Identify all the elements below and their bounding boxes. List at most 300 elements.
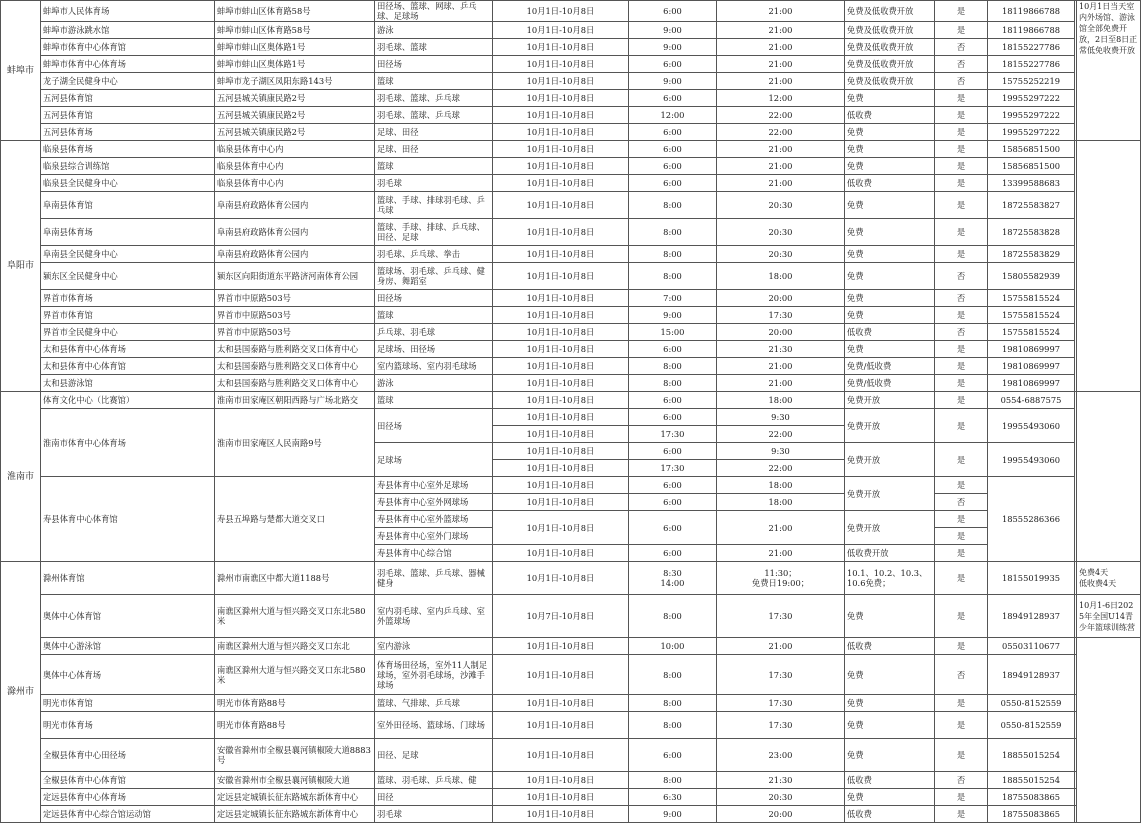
contact-phone: 18755083865 — [988, 789, 1075, 806]
contact-phone: 05503110677 — [988, 638, 1075, 655]
booking-required: 是 — [935, 443, 988, 477]
open-time: 6:00 — [629, 511, 717, 545]
fee-policy: 免费及低收费开放 — [845, 39, 935, 56]
open-time: 9:00 — [629, 806, 717, 823]
spacer-cell — [1075, 806, 1077, 823]
open-time: 8:00 — [629, 655, 717, 695]
open-time: 6:00 — [629, 56, 717, 73]
open-time: 6:00 — [629, 158, 717, 175]
open-time: 8:00 — [629, 772, 717, 789]
open-time: 6:00 — [629, 739, 717, 772]
open-time: 6:00 — [629, 392, 717, 409]
venue-name: 滁州体育馆 — [41, 562, 215, 595]
venue-name: 界首市体育馆 — [41, 307, 215, 324]
close-time: 21:00 — [717, 22, 845, 39]
contact-phone: 15856851500 — [988, 158, 1075, 175]
contact-phone: 15856851500 — [988, 141, 1075, 158]
contact-phone: 18119866788 — [988, 1, 1075, 22]
booking-required: 否 — [935, 56, 988, 73]
venue-items: 田径、足球 — [375, 739, 493, 772]
region-cell: 滁州市 — [1, 562, 41, 823]
open-time: 6:00 — [629, 409, 717, 426]
fee-policy: 免费及低收费开放 — [845, 1, 935, 22]
close-time: 17:30 — [717, 655, 845, 695]
venue-name: 阜南县体育场 — [41, 219, 215, 246]
booking-required: 是 — [935, 141, 988, 158]
venue-address: 阜南县府政路体育公园内 — [215, 219, 375, 246]
open-dates: 10月1日-10月8日 — [493, 290, 629, 307]
booking-required: 是 — [935, 175, 988, 192]
venue-items: 寿县体育中心综合馆 — [375, 545, 493, 562]
close-time: 17:30 — [717, 307, 845, 324]
open-dates: 10月1日-10月8日 — [493, 56, 629, 73]
booking-required: 是 — [935, 22, 988, 39]
open-dates: 10月1日-10月8日 — [493, 460, 629, 477]
fee-policy: 免费 — [845, 695, 935, 712]
open-time: 6:00 — [629, 175, 717, 192]
open-time: 9:00 — [629, 307, 717, 324]
open-dates: 10月1日-10月8日 — [493, 545, 629, 562]
venue-name: 太和县体育中心体育馆 — [41, 358, 215, 375]
venue-items: 田径场 — [375, 290, 493, 307]
venue-items: 田径场 — [375, 56, 493, 73]
booking-required: 是 — [935, 219, 988, 246]
contact-phone: 18725583829 — [988, 246, 1075, 263]
venue-name: 定远县体育中心体育场 — [41, 789, 215, 806]
open-dates: 10月1日-10月8日 — [493, 695, 629, 712]
close-time: 22:00 — [717, 124, 845, 141]
fee-policy: 免费 — [845, 141, 935, 158]
open-dates: 10月1日-10月8日 — [493, 806, 629, 823]
venue-items: 羽毛球 — [375, 806, 493, 823]
venue-items: 足球场 — [375, 443, 493, 477]
venue-items: 羽毛球、篮球、乒乓球 — [375, 107, 493, 124]
open-time: 6:00 — [629, 1, 717, 22]
open-dates: 10月1日-10月8日 — [493, 443, 629, 460]
contact-phone: 19955297222 — [988, 107, 1075, 124]
venue-items: 羽毛球 — [375, 175, 493, 192]
open-time: 6:00 — [629, 90, 717, 107]
venue-items: 室外田径场、篮球场、门球场 — [375, 712, 493, 739]
open-time: 8:00 — [629, 358, 717, 375]
close-time: 21:00 — [717, 73, 845, 90]
contact-phone: 18155227786 — [988, 39, 1075, 56]
venue-items: 篮球、气排球、乒乓球 — [375, 695, 493, 712]
close-time: 21:00 — [717, 638, 845, 655]
fee-policy: 免费 — [845, 158, 935, 175]
venue-name: 太和县体育中心体育场 — [41, 341, 215, 358]
close-time: 21:00 — [717, 39, 845, 56]
open-dates: 10月1日-10月8日 — [493, 158, 629, 175]
venue-items: 篮球、手球、排球羽毛球、乒乓球 — [375, 192, 493, 219]
fee-policy: 低收费 — [845, 324, 935, 341]
venue-items: 田径场、篮球、网球、乒乓球、足球场 — [375, 1, 493, 22]
venue-items: 篮球、羽毛球、乒乓球、健 — [375, 772, 493, 789]
venue-items: 体育场田径场，室外11人制足球场，室外羽毛球场，沙滩手球场 — [375, 655, 493, 695]
venue-name: 五河县体育馆 — [41, 107, 215, 124]
booking-required: 是 — [935, 712, 988, 739]
venue-items: 乒乓球、羽毛球 — [375, 324, 493, 341]
venue-name: 颍东区全民健身中心 — [41, 263, 215, 290]
booking-required: 是 — [935, 595, 988, 638]
venue-items: 篮球 — [375, 158, 493, 175]
venue-items: 羽毛球、篮球 — [375, 39, 493, 56]
close-time: 21:00 — [717, 545, 845, 562]
contact-phone: 19955493060 — [988, 443, 1075, 477]
venue-address: 界首市中原路503号 — [215, 290, 375, 307]
fee-policy: 低收费 — [845, 175, 935, 192]
fee-policy: 免费开放 — [845, 511, 935, 545]
booking-required: 是 — [935, 307, 988, 324]
open-dates: 10月1日-10月8日 — [493, 219, 629, 246]
close-time: 20:30 — [717, 219, 845, 246]
venue-address: 蚌埠市龙子湖区凤阳东路143号 — [215, 73, 375, 90]
open-time: 8:00 — [629, 192, 717, 219]
venue-address: 临泉县体育中心内 — [215, 141, 375, 158]
venue-name: 奥体中心体育场 — [41, 655, 215, 695]
venue-items: 足球场、田径场 — [375, 341, 493, 358]
booking-required: 是 — [935, 358, 988, 375]
spacer-cell — [1075, 789, 1077, 806]
venue-name: 体育文化中心（比赛馆） — [41, 392, 215, 409]
venue-name: 蚌埠市人民体育场 — [41, 1, 215, 22]
venue-items: 田径场 — [375, 409, 493, 443]
booking-required: 是 — [935, 638, 988, 655]
close-time: 20:00 — [717, 290, 845, 307]
contact-phone: 19810869997 — [988, 358, 1075, 375]
booking-required: 否 — [935, 772, 988, 789]
open-time: 9:00 — [629, 39, 717, 56]
close-time: 18:00 — [717, 263, 845, 290]
open-time: 10:00 — [629, 638, 717, 655]
venue-address: 南谯区滁州大道与恒兴路交叉口东北 — [215, 638, 375, 655]
contact-phone: 19955493060 — [988, 409, 1075, 443]
venue-address: 淮南市田家庵区朝阳西路与广场北路交 — [215, 392, 375, 409]
open-dates: 10月1日-10月8日 — [493, 358, 629, 375]
booking-required: 是 — [935, 1, 988, 22]
close-time: 18:00 — [717, 494, 845, 511]
open-dates: 10月1日-10月8日 — [493, 39, 629, 56]
open-dates: 10月1日-10月8日 — [493, 192, 629, 219]
open-dates: 10月1日-10月8日 — [493, 426, 629, 443]
open-dates: 10月1日-10月8日 — [493, 341, 629, 358]
fee-policy: 低收费 — [845, 806, 935, 823]
open-time: 8:00 — [629, 219, 717, 246]
fee-policy: 免费 — [845, 712, 935, 739]
venue-address: 太和县国泰路与胜利路交叉口体育中心 — [215, 358, 375, 375]
close-time: 21:00 — [717, 141, 845, 158]
venue-name: 奥体中心游泳馆 — [41, 638, 215, 655]
fee-policy: 免费/低收费 — [845, 358, 935, 375]
venue-address: 蚌埠市蚌山区奥体路1号 — [215, 39, 375, 56]
spacer-cell — [1075, 772, 1077, 789]
venue-address: 阜南县府政路体育公园内 — [215, 192, 375, 219]
open-dates: 10月1日-10月8日 — [493, 494, 629, 511]
venue-name: 明光市体育馆 — [41, 695, 215, 712]
booking-required: 是 — [935, 392, 988, 409]
close-time: 21:00 — [717, 158, 845, 175]
note-cell: 10月1-6日2025年全国U14青少年篮球训练营 — [1077, 595, 1141, 638]
open-time: 6:00 — [629, 443, 717, 460]
booking-required: 是 — [935, 562, 988, 595]
contact-phone: 15755815524 — [988, 324, 1075, 341]
fee-policy: 低收费 — [845, 107, 935, 124]
close-time: 21:00 — [717, 1, 845, 22]
fee-policy: 免费 — [845, 124, 935, 141]
booking-required: 否 — [935, 39, 988, 56]
open-time: 8:00 — [629, 375, 717, 392]
venue-name: 寿县体育中心体育馆 — [41, 477, 215, 562]
venue-address: 五河县城关镇康民路2号 — [215, 107, 375, 124]
venue-address: 蚌埠市蚌山区体育路58号 — [215, 22, 375, 39]
venue-address: 界首市中原路503号 — [215, 324, 375, 341]
venue-address: 临泉县体育中心内 — [215, 158, 375, 175]
booking-required: 否 — [935, 73, 988, 90]
booking-required: 否 — [935, 263, 988, 290]
open-dates: 10月1日-10月8日 — [493, 107, 629, 124]
venue-items: 寿县体育中心室外篮球场 — [375, 511, 493, 528]
fee-policy: 免费 — [845, 246, 935, 263]
booking-required: 是 — [935, 375, 988, 392]
open-dates: 10月1日-10月8日 — [493, 638, 629, 655]
open-dates: 10月1日-10月8日 — [493, 90, 629, 107]
booking-required: 是 — [935, 806, 988, 823]
venue-name: 全椒县体育中心田径场 — [41, 739, 215, 772]
open-time: 8:30 14:00 — [629, 562, 717, 595]
close-time: 21:30 — [717, 772, 845, 789]
venue-items: 室内羽毛球、室内乒乓球、室外篮球场 — [375, 595, 493, 638]
fee-policy: 10.1、10.2、10.3、10.6免费； — [845, 562, 935, 595]
open-time: 15:00 — [629, 324, 717, 341]
contact-phone: 19810869997 — [988, 341, 1075, 358]
close-time: 20:30 — [717, 192, 845, 219]
booking-required: 否 — [935, 655, 988, 695]
venue-items: 羽毛球、乒乓球、拳击 — [375, 246, 493, 263]
fee-policy: 免费 — [845, 219, 935, 246]
venue-items: 寿县体育中心室外门球场 — [375, 528, 493, 545]
venue-address: 界首市中原路503号 — [215, 307, 375, 324]
venue-address: 安徽省滁州市全椒县襄河镇椒陵大道8883号 — [215, 739, 375, 772]
venue-address: 淮南市田家庵区人民南路9号 — [215, 409, 375, 477]
close-time: 20:00 — [717, 806, 845, 823]
booking-required: 是 — [935, 192, 988, 219]
close-time: 21:00 — [717, 375, 845, 392]
fee-policy: 免费开放 — [845, 392, 935, 409]
booking-required: 否 — [935, 290, 988, 307]
fee-policy: 免费及低收费开放 — [845, 73, 935, 90]
contact-phone: 18855015254 — [988, 772, 1075, 789]
open-dates: 10月1日-10月8日 — [493, 22, 629, 39]
venue-items: 篮球 — [375, 73, 493, 90]
contact-phone: 0554-6887575 — [988, 392, 1075, 409]
open-dates: 10月1日-10月8日 — [493, 307, 629, 324]
contact-phone: 18155019935 — [988, 562, 1075, 595]
open-time: 6:30 — [629, 789, 717, 806]
venue-items: 室内游泳 — [375, 638, 493, 655]
fee-policy: 低收费 — [845, 638, 935, 655]
venue-address: 安徽省滁州市全椒县襄河镇椒陵大道 — [215, 772, 375, 789]
booking-required: 是 — [935, 511, 988, 528]
venue-address: 南谯区滁州大道与恒兴路交叉口东北580米 — [215, 595, 375, 638]
open-dates: 10月1日-10月8日 — [493, 562, 629, 595]
fee-policy: 免费 — [845, 655, 935, 695]
close-time: 23:00 — [717, 739, 845, 772]
open-time: 9:00 — [629, 22, 717, 39]
booking-required: 是 — [935, 341, 988, 358]
open-dates: 10月1日-10月8日 — [493, 124, 629, 141]
booking-required: 是 — [935, 545, 988, 562]
venue-name: 奥体中心体育馆 — [41, 595, 215, 638]
venue-name: 蚌埠市体育中心体育场 — [41, 56, 215, 73]
booking-required: 是 — [935, 158, 988, 175]
open-dates: 10月1日-10月8日 — [493, 739, 629, 772]
open-dates: 10月1日-10月8日 — [493, 73, 629, 90]
contact-phone: 19810869997 — [988, 375, 1075, 392]
venue-items: 羽毛球、篮球、乒乓球 — [375, 90, 493, 107]
venue-address: 临泉县体育中心内 — [215, 175, 375, 192]
fee-policy: 免费开放 — [845, 477, 935, 511]
contact-phone: 18725583828 — [988, 219, 1075, 246]
open-time: 6:00 — [629, 545, 717, 562]
venue-name: 五河县体育场 — [41, 124, 215, 141]
fee-policy: 免费 — [845, 307, 935, 324]
venue-address: 五河县城关镇康民路2号 — [215, 90, 375, 107]
open-time: 8:00 — [629, 246, 717, 263]
fee-policy: 免费及低收费开放 — [845, 56, 935, 73]
open-time: 8:00 — [629, 595, 717, 638]
fee-policy: 免费开放 — [845, 443, 935, 477]
fee-policy: 低收费 — [845, 772, 935, 789]
booking-required: 否 — [935, 494, 988, 511]
spacer-cell — [1075, 739, 1077, 772]
open-dates: 10月1日-10月8日 — [493, 712, 629, 739]
venue-name: 阜南县全民健身中心 — [41, 246, 215, 263]
contact-phone: 0550-8152559 — [988, 695, 1075, 712]
close-time: 9:30 — [717, 443, 845, 460]
booking-required: 是 — [935, 246, 988, 263]
open-time: 7:00 — [629, 290, 717, 307]
note-cell: 免费4天 低收费4天 — [1077, 562, 1141, 595]
close-time: 20:30 — [717, 246, 845, 263]
venue-name: 阜南县体育馆 — [41, 192, 215, 219]
note-cell — [1077, 638, 1141, 823]
close-time: 20:30 — [717, 789, 845, 806]
open-time: 12:00 — [629, 107, 717, 124]
booking-required: 是 — [935, 789, 988, 806]
open-time: 6:00 — [629, 494, 717, 511]
booking-required: 是 — [935, 739, 988, 772]
open-dates: 10月7日-10月8日 — [493, 595, 629, 638]
contact-phone: 18725583827 — [988, 192, 1075, 219]
open-dates: 10月1日-10月8日 — [493, 409, 629, 426]
booking-required: 是 — [935, 528, 988, 545]
venue-name: 临泉县综合训练馆 — [41, 158, 215, 175]
venue-address: 蚌埠市蚌山区体育路58号 — [215, 1, 375, 22]
spacer-cell — [1075, 655, 1077, 695]
close-time: 21:30 — [717, 341, 845, 358]
open-dates: 10月1日-10月8日 — [493, 246, 629, 263]
open-dates: 10月1日-10月8日 — [493, 1, 629, 22]
spacer-cell — [1075, 712, 1077, 739]
venue-address: 颍东区向阳街道东平路济河南体育公园 — [215, 263, 375, 290]
venue-address: 太和县国泰路与胜利路交叉口体育中心 — [215, 375, 375, 392]
contact-phone: 15755815524 — [988, 290, 1075, 307]
note-cell: 10月1日当天室内外场馆、游泳馆全部免费开放，2日至8日正常低免收费开放 — [1077, 1, 1141, 141]
contact-phone: 18949128937 — [988, 595, 1075, 638]
contact-phone: 18855015254 — [988, 739, 1075, 772]
close-time: 18:00 — [717, 392, 845, 409]
contact-phone: 15805582939 — [988, 263, 1075, 290]
venue-address: 明光市体育路88号 — [215, 712, 375, 739]
fee-policy: 免费 — [845, 90, 935, 107]
venue-address: 滁州市南谯区中都大道1188号 — [215, 562, 375, 595]
region-cell: 淮南市 — [1, 392, 41, 562]
contact-phone: 18949128937 — [988, 655, 1075, 695]
venue-name: 龙子湖全民健身中心 — [41, 73, 215, 90]
close-time: 18:00 — [717, 477, 845, 494]
venue-items: 篮球 — [375, 392, 493, 409]
contact-phone: 19955297222 — [988, 124, 1075, 141]
open-dates: 10月1日-10月8日 — [493, 392, 629, 409]
fee-policy: 免费 — [845, 290, 935, 307]
open-time: 8:00 — [629, 712, 717, 739]
open-dates: 10月1日-10月8日 — [493, 175, 629, 192]
venue-items: 篮球、手球、排球、乒乓球、田径、足球 — [375, 219, 493, 246]
contact-phone: 13399588683 — [988, 175, 1075, 192]
open-dates: 10月1日-10月8日 — [493, 141, 629, 158]
close-time: 22:00 — [717, 107, 845, 124]
venue-address: 蚌埠市蚌山区奥体路1号 — [215, 56, 375, 73]
close-time: 12:00 — [717, 90, 845, 107]
venue-name: 界首市全民健身中心 — [41, 324, 215, 341]
open-dates: 10月1日-10月8日 — [493, 655, 629, 695]
close-time: 21:00 — [717, 358, 845, 375]
fee-policy: 免费 — [845, 789, 935, 806]
open-dates: 10月1日-10月8日 — [493, 772, 629, 789]
close-time: 11:30； 免费日19:00； — [717, 562, 845, 595]
fee-policy: 免费/低收费 — [845, 375, 935, 392]
open-dates: 10月1日-10月8日 — [493, 477, 629, 494]
close-time: 21:00 — [717, 56, 845, 73]
booking-required: 是 — [935, 90, 988, 107]
close-time: 22:00 — [717, 460, 845, 477]
close-time: 17:30 — [717, 712, 845, 739]
fee-policy: 免费 — [845, 595, 935, 638]
close-time: 20:00 — [717, 324, 845, 341]
venue-name: 界首市体育场 — [41, 290, 215, 307]
note-cell — [1077, 141, 1141, 392]
fee-policy: 免费开放 — [845, 409, 935, 443]
close-time: 22:00 — [717, 426, 845, 443]
venue-items: 寿县体育中心室外足球场 — [375, 477, 493, 494]
close-time: 21:00 — [717, 175, 845, 192]
fee-policy: 免费 — [845, 739, 935, 772]
open-time: 6:00 — [629, 141, 717, 158]
venue-name: 蚌埠市体育中心体育馆 — [41, 39, 215, 56]
fee-policy: 免费 — [845, 263, 935, 290]
spacer-cell — [1075, 695, 1077, 712]
contact-phone: 19955297222 — [988, 90, 1075, 107]
region-cell: 蚌埠市 — [1, 1, 41, 141]
open-time: 6:00 — [629, 124, 717, 141]
venue-items: 田径 — [375, 789, 493, 806]
venue-name: 全椒县体育中心体育馆 — [41, 772, 215, 789]
venue-name: 太和县游泳馆 — [41, 375, 215, 392]
fee-policy: 免费 — [845, 341, 935, 358]
booking-required: 是 — [935, 695, 988, 712]
booking-required: 是 — [935, 477, 988, 494]
venue-address: 明光市体育路88号 — [215, 695, 375, 712]
